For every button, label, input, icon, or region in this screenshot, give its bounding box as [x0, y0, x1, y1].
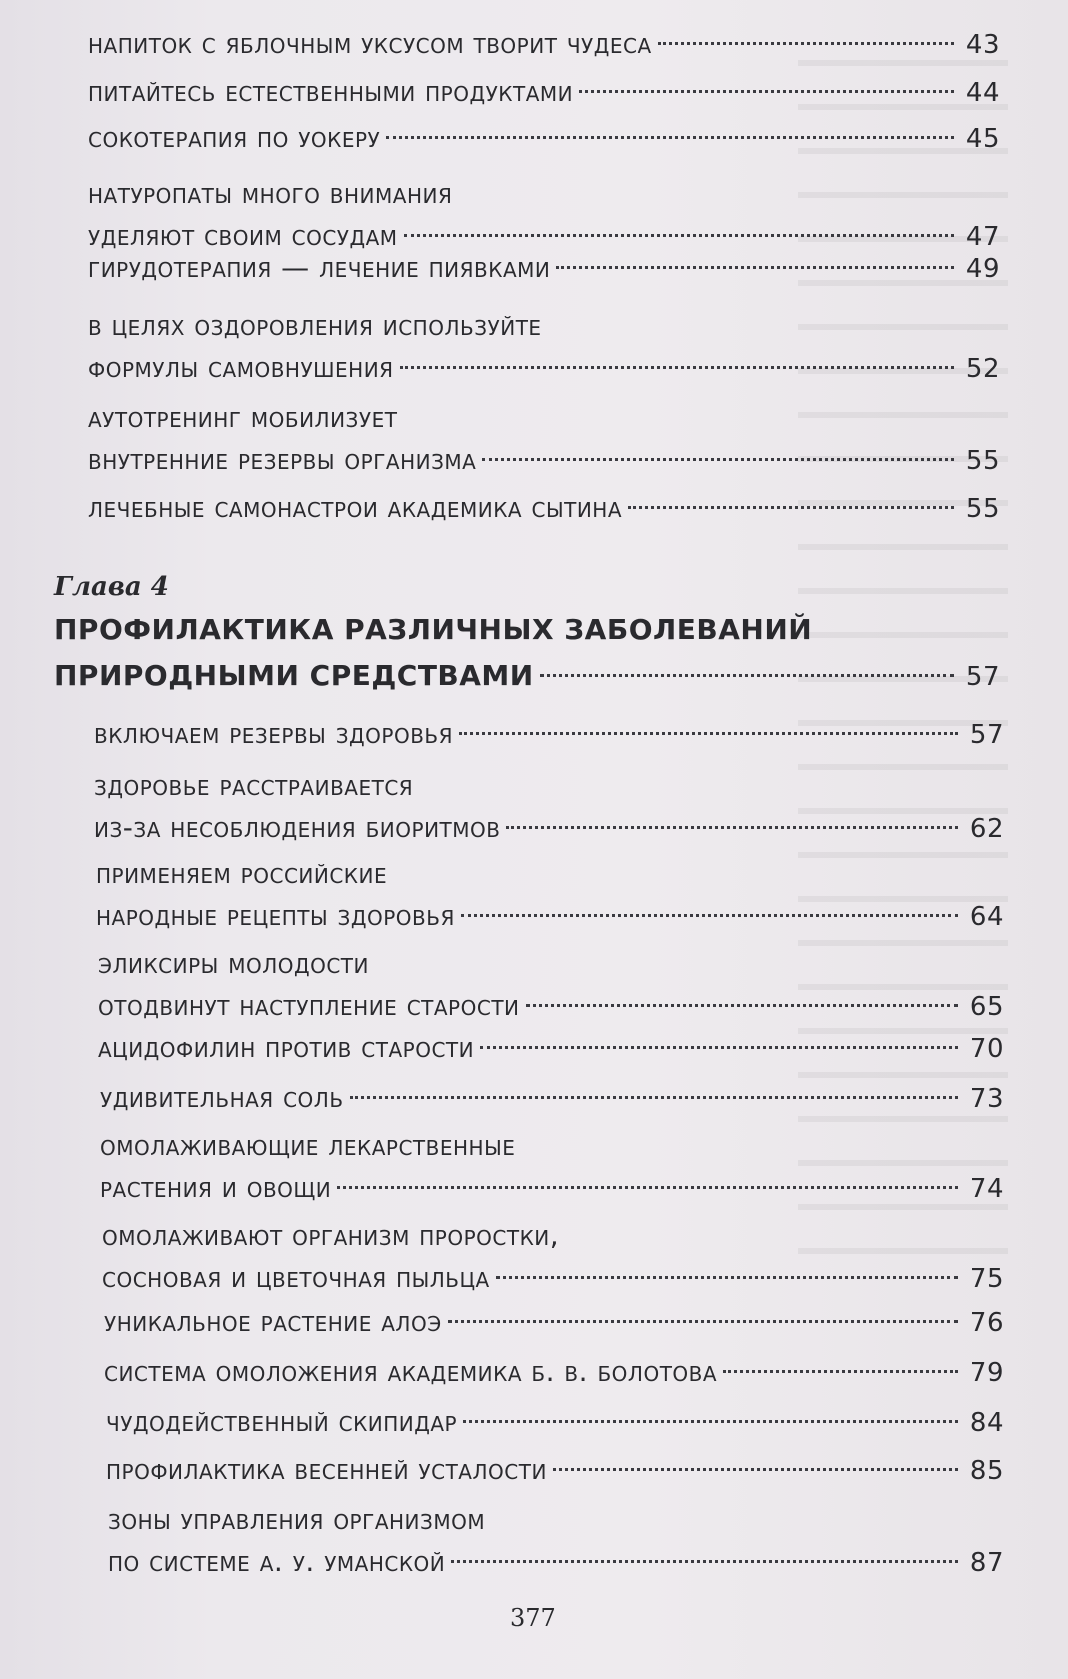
toc-entry-title-line: включаем резервы здоровья: [94, 717, 454, 750]
toc-entry-title-line: лечебные самонастрои академика сытина: [88, 491, 623, 524]
chapter-title-line: ПРОФИЛАКТИКА РАЗЛИЧНЫХ ЗАБОЛЕВАНИЙ: [54, 613, 813, 646]
dot-leader: [482, 458, 954, 461]
toc-entry-title-line: сокотерапия по уокеру: [88, 121, 381, 154]
toc-entry-title-line: уникальное растение алоэ: [104, 1305, 442, 1338]
toc-entry-page-number: 52: [965, 354, 1000, 384]
dot-leader: [459, 732, 958, 735]
dot-leader: [448, 1320, 958, 1323]
toc-entry-page-number: 43: [965, 30, 1000, 60]
toc-entry-page-number: 74: [969, 1174, 1004, 1204]
toc-entry-title-line: растения и овощи: [100, 1171, 332, 1204]
page-number: 377: [510, 1604, 556, 1632]
dot-leader: [723, 1370, 958, 1373]
toc-entry-page-number: 65: [969, 992, 1004, 1022]
toc-entry-page-number: 57: [969, 720, 1004, 750]
toc-entry-title-line: ацидофилин против старости: [98, 1031, 475, 1064]
dot-leader: [480, 1046, 958, 1049]
toc-entry-title-line: сосновая и цветочная пыльца: [102, 1261, 490, 1294]
dot-leader: [553, 1468, 958, 1471]
toc-entry-title-line: народные рецепты здоровья: [96, 899, 455, 932]
toc-entry-page-number: 75: [969, 1264, 1004, 1294]
toc-entry-page-number: 76: [969, 1308, 1004, 1338]
toc-entry-page-number: 85: [969, 1456, 1004, 1486]
dot-leader: [579, 90, 954, 93]
toc-entry-title-line: из-за несоблюдения биоритмов: [94, 811, 501, 844]
toc-entry-page-number: 44: [965, 78, 1000, 108]
dot-leader: [658, 42, 954, 45]
toc-entry-title-line: питайтесь естественными продуктами: [88, 75, 574, 108]
toc-entry-page-number: 62: [969, 814, 1004, 844]
dot-leader: [451, 1560, 958, 1563]
toc-entry-page-number: 55: [965, 446, 1000, 476]
toc-entry-page-number: 70: [969, 1034, 1004, 1064]
toc-entry-title-line: эликсиры молодости: [98, 947, 369, 980]
toc-entry-page-number: 49: [965, 254, 1000, 284]
toc-entry-title-line: удивительная соль: [100, 1081, 344, 1114]
toc-entry-title-line: аутотренинг мобилизует: [88, 401, 398, 434]
toc-entry-page-number: 64: [969, 902, 1004, 932]
toc-entry-title-line: отодвинут наступление старости: [98, 989, 520, 1022]
toc-entry-title-line: гирудотерапия — лечение пиявками: [88, 251, 551, 284]
toc-entry-title-line: здоровье расстраивается: [94, 769, 414, 802]
dot-leader: [461, 914, 958, 917]
toc-entry-title-line: зоны управления организмом: [108, 1503, 486, 1536]
toc-entry-page-number: 87: [969, 1548, 1004, 1578]
dot-leader: [526, 1004, 958, 1007]
toc-entry-title-line: чудодейственный скипидар: [106, 1405, 458, 1438]
chapter-label: Глава 4: [54, 572, 169, 602]
toc-entry-title-line: омолаживают организм проростки,: [102, 1219, 560, 1252]
toc-entry-page-number: 84: [969, 1408, 1004, 1438]
toc-entry-page-number: 55: [965, 494, 1000, 524]
dot-leader: [337, 1186, 958, 1189]
chapter-title-line: ПРИРОДНЫМИ СРЕДСТВАМИ: [54, 659, 534, 692]
chapter-page-number: 57: [965, 662, 1000, 692]
dot-leader: [628, 506, 954, 509]
toc-entry-title-line: омолаживающие лекарственные: [100, 1129, 516, 1162]
dot-leader: [386, 136, 954, 139]
toc-entry-title-line: в целях оздоровления используйте: [88, 309, 542, 342]
toc-entry-page-number: 73: [969, 1084, 1004, 1114]
toc-entry-page-number: 47: [965, 222, 1000, 252]
dot-leader: [350, 1096, 958, 1099]
toc-entry-title-line: формулы самовнушения: [88, 351, 394, 384]
dot-leader: [506, 826, 958, 829]
toc-entry-title-line: применяем российские: [96, 857, 388, 890]
toc-entry-title-line: натуропаты много внимания: [88, 177, 453, 210]
dot-leader: [556, 266, 954, 269]
dot-leader: [540, 674, 954, 677]
toc-entry-page-number: 79: [969, 1358, 1004, 1388]
toc-entry-title-line: напиток с яблочным уксусом творит чудеса: [88, 27, 652, 60]
dot-leader: [463, 1420, 958, 1423]
dot-leader: [404, 234, 954, 237]
dot-leader: [496, 1276, 958, 1279]
toc-entry-title-line: система омоложения академика б. в. болотова: [104, 1355, 718, 1388]
dot-leader: [400, 366, 954, 369]
toc-entry-title-line: уделяют своим сосудам: [88, 219, 398, 252]
toc-entry-title-line: внутренние резервы организма: [88, 443, 477, 476]
toc-entry-title-line: профилактика весенней усталости: [106, 1453, 547, 1486]
toc-entry-page-number: 45: [965, 124, 1000, 154]
toc-entry-title-line: по системе а. у. уманской: [108, 1545, 446, 1578]
